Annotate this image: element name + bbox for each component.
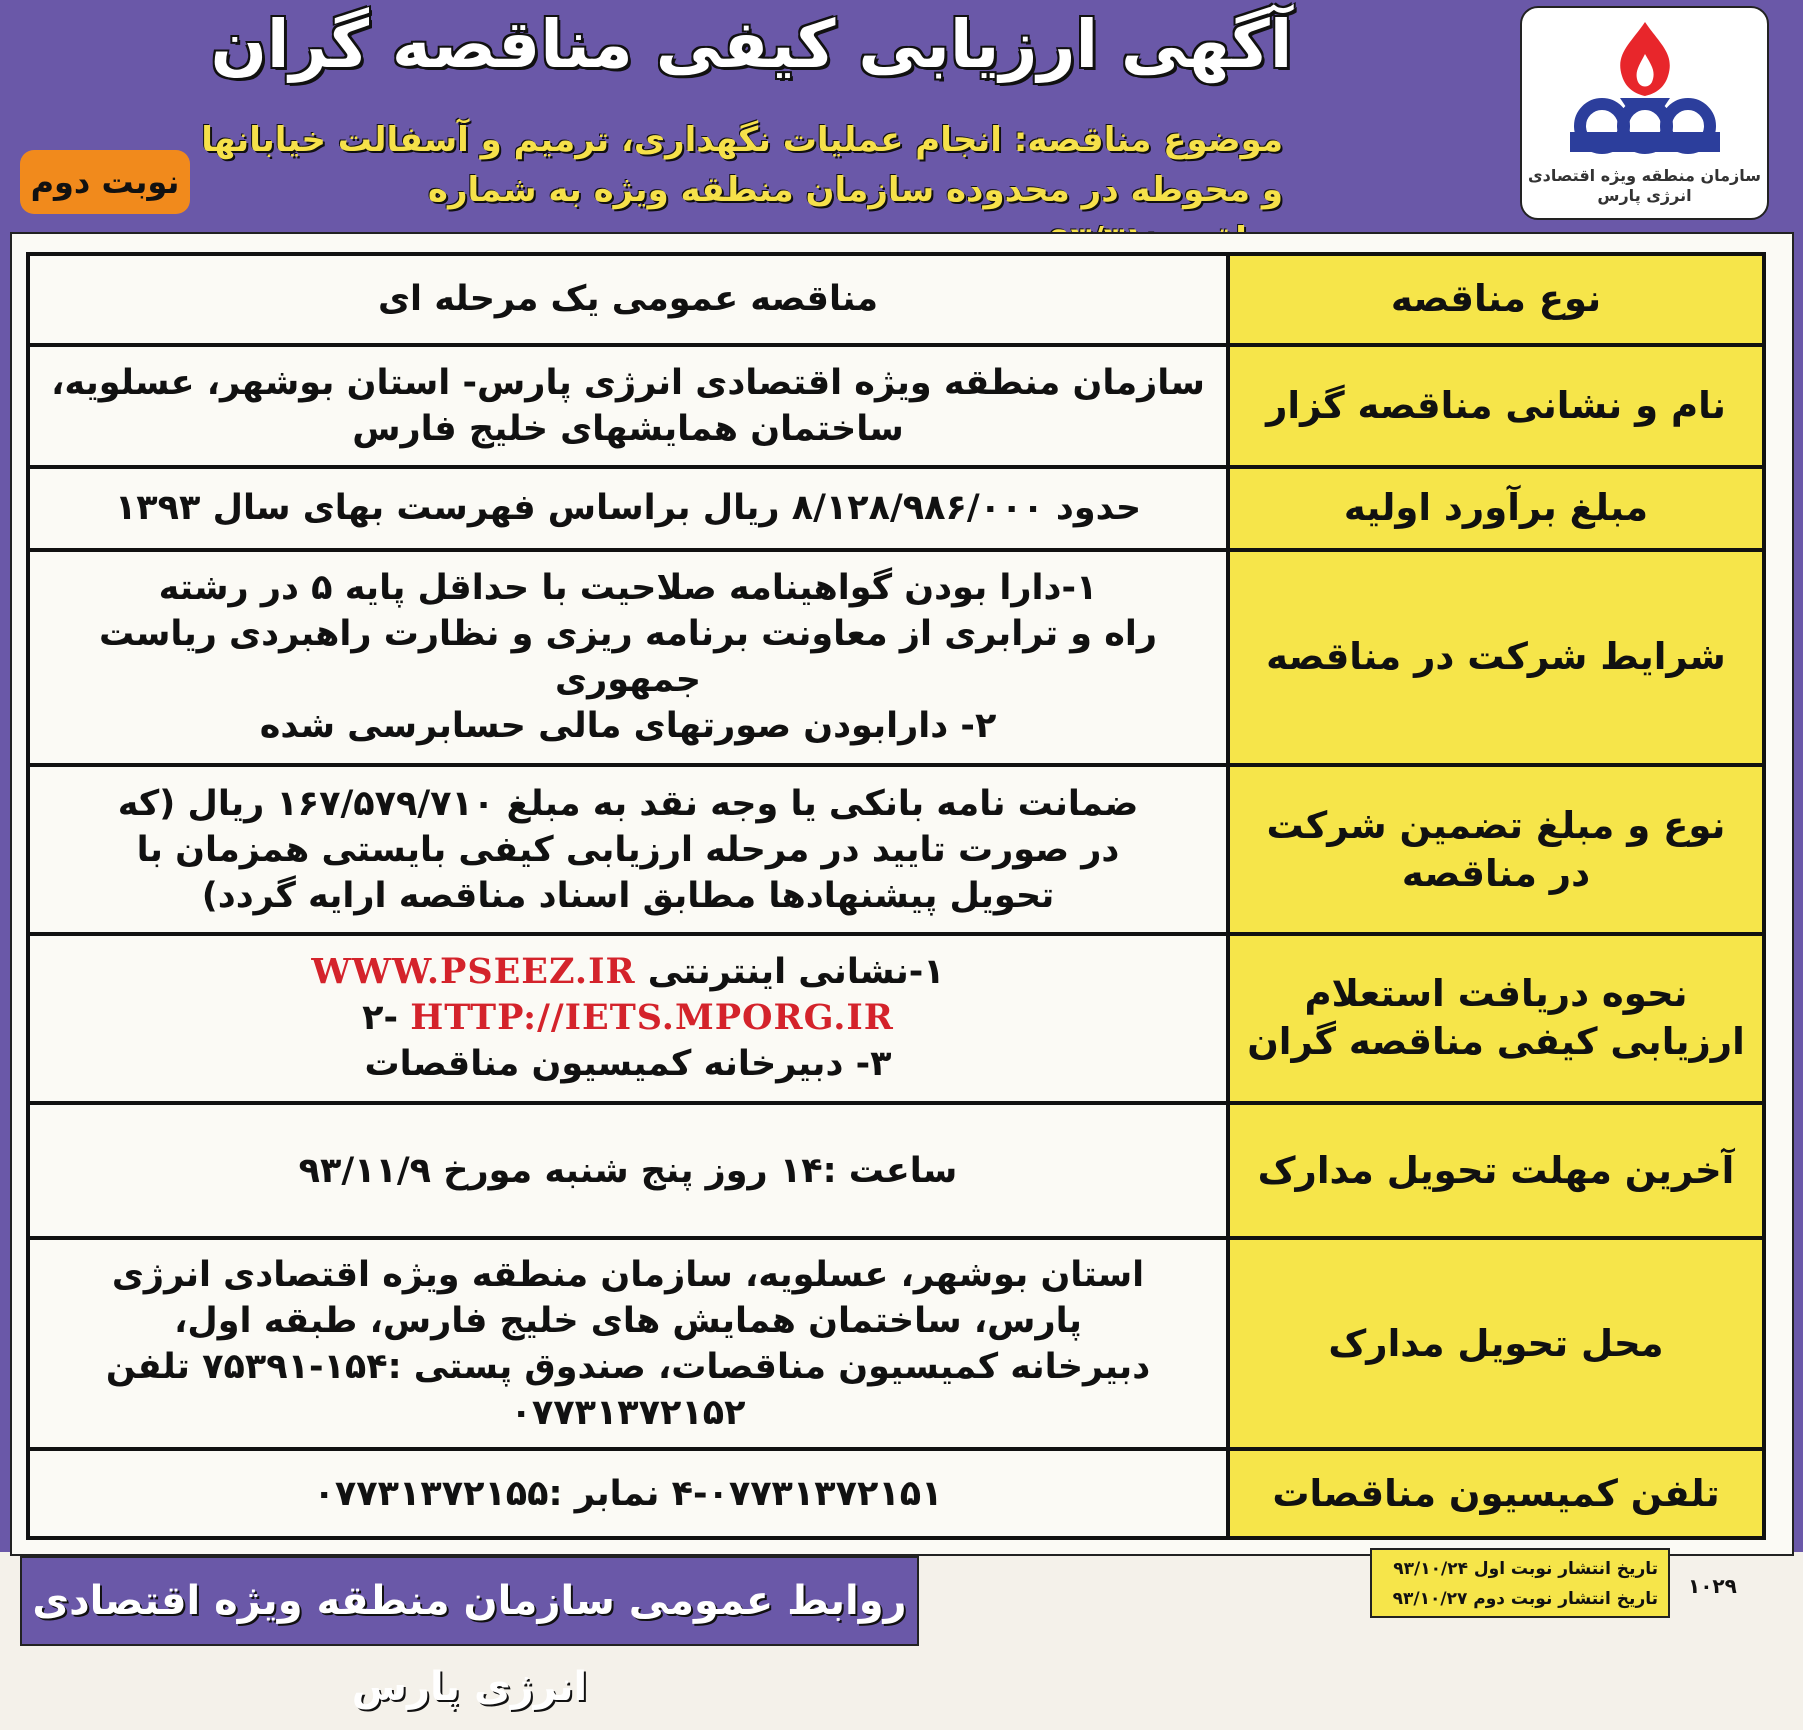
subject-line-1: موضوع مناقصه: انجام عملیات نگهداری، ترمیم و آسفالت خیابانها [201, 120, 1283, 160]
table-row [28, 550, 1764, 765]
row-value: ۱-دارا بودن گواهینامه صلاحیت با حداقل پایه ۵ در رشته راه و ترابری از معاونت برنامه ریزی و نظارت راهبردی ریاست جمهوری ۲- دارابودن صورتهای مالی حسابرسی شده [28, 550, 1228, 765]
iets-link[interactable]: HTTP://IETS.MPORG.IR [410, 997, 894, 1039]
row-label: محل تحویل مدارک [1228, 1238, 1764, 1449]
row-label: نام و نشانی مناقصه گزار [1228, 345, 1764, 467]
table-row [28, 1449, 1764, 1538]
table-row [28, 934, 1764, 1103]
row-label: تلفن کمیسیون مناقصات [1228, 1449, 1764, 1538]
round-badge: نوبت دوم [20, 150, 190, 214]
pseez-link[interactable]: WWW.PSEEZ.IR [311, 951, 636, 993]
publication-dates [1370, 1548, 1670, 1618]
row-label: شرایط شرکت در مناقصه [1228, 550, 1764, 765]
table-row [28, 254, 1764, 345]
flame-logo-icon [1550, 14, 1740, 164]
secretariat-line: ۳- دبیرخانه کمیسیون مناقصات [364, 1044, 892, 1085]
row-label: نوع و مبلغ تضمین شرکت در مناقصه [1228, 765, 1764, 934]
table-row [28, 1238, 1764, 1449]
row-label: نوع مناقصه [1228, 254, 1764, 345]
pub-date-second: تاریخ انتشار نوبت دوم ۹۳/۱۰/۲۷ [1392, 1589, 1658, 1609]
table-row [28, 1103, 1764, 1238]
info-panel [10, 232, 1794, 1556]
table-row [28, 765, 1764, 934]
url-prefix-2: -۲ [362, 998, 398, 1039]
table-row [28, 345, 1764, 467]
ad-title: آگهی ارزیابی کیفی مناقصه گران [210, 6, 1293, 83]
row-label: مبلغ برآورد اولیه [1228, 467, 1764, 549]
ad-code: ۱۰۲۹ [1688, 1574, 1737, 1598]
table-row [28, 467, 1764, 549]
row-value: ضمانت نامه بانکی یا وجه نقد به مبلغ ۱۶۷/۵۷۹/۷۱۰ ریال (که در صورت تایید در مرحله ارزیابی کیفی بایستی همزمان با تحویل پیشنهادها مطابق اسناد مناقصه ارایه گردد) [28, 765, 1228, 934]
public-relations-bar: روابط عمومی سازمان منطقه ویژه اقتصادی انرژی پارس [20, 1556, 919, 1646]
row-value: مناقصه عمومی یک مرحله ای [28, 254, 1228, 345]
pub-date-first: تاریخ انتشار نوبت اول ۹۳/۱۰/۲۴ [1393, 1559, 1658, 1579]
logo-caption: سازمان منطقه ویژه اقتصادی انرژی پارس [1528, 166, 1761, 205]
subject-line-2: و محوطه در محدوده سازمان منطقه ویژه به شماره [427, 170, 1283, 210]
row-value: سازمان منطقه ویژه اقتصادی انرژی پارس- استان بوشهر، عسلویه، ساختمان همایشهای خلیج فارس [28, 345, 1228, 467]
ad-header [0, 0, 1803, 230]
row-value: ساعت :۱۴ روز پنج شنبه مورخ ۹۳/۱۱/۹ [28, 1103, 1228, 1238]
row-value: حدود ۸/۱۲۸/۹۸۶/۰۰۰ ریال براساس فهرست بهای سال ۱۳۹۳ [28, 467, 1228, 549]
organization-logo [1520, 6, 1769, 220]
row-label: آخرین مهلت تحویل مدارک [1228, 1103, 1764, 1238]
row-value: استان بوشهر، عسلویه، سازمان منطقه ویژه اقتصادی انرژی پارس، ساختمان همایش های خلیج فارس، طبقه اول، دبیرخانه کمیسیون مناقصات، صندوق پستی :۱۵۴-۷۵۳۹۱ تلفن ۰۷۷۳۱۳۷۲۱۵۲ [28, 1238, 1228, 1449]
row-value [28, 934, 1228, 1103]
row-label: نحوه دریافت استعلام ارزیابی کیفی مناقصه گران [1228, 934, 1764, 1103]
tender-info-table [26, 252, 1766, 1540]
url-prefix-1: ۱-نشانی اینترنتی [647, 952, 945, 993]
row-value: ۴-۰۷۷۳۱۳۷۲۱۵۱ نمابر :۰۷۷۳۱۳۷۲۱۵۵ [28, 1449, 1228, 1538]
